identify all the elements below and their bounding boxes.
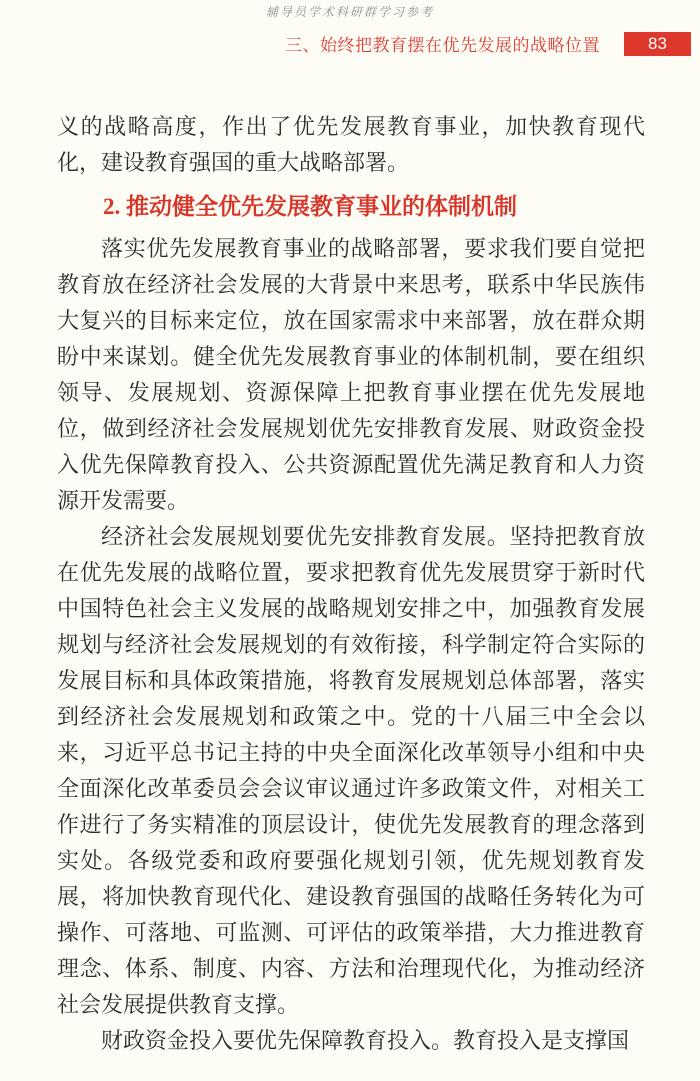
paragraph-1: 落实优先发展教育事业的战略部署，要求我们要自觉把教育放在经济社会发展的大背景中来思考，联系中华民族伟大复兴的目标来定位，放在国家需求中来部署，放在群众期盼中来谋划。健全优先发展教育事业的体制机制，要在组织领导、发展规划、资源保障上把教育事业摆在优先发展地位，做到经济社会发展规划优先安排教育发展、财政资金投入优先保障教育投入、公共资源配置优先满足教育和人力资源开发需要。: [57, 236, 645, 513]
paragraph-2: 经济社会发展规划要优先安排教育发展。坚持把教育放在优先发展的战略位置，要求把教育优先发展贯穿于新时代中国特色社会主义发展的战略规划安排之中，加强教育发展规划与经济社会发展规划的有效衔接，科学制定符合实际的发展目标和具体政策措施，将教育发展规划总体部署，落实到经济社会发展规划和政策之中。党的十八届三中全会以来，习近平总书记主持的中央全面深化改革领导小组和中央全面深化改革委员会会议审议通过许多政策文件，对相关工作进行了务实精准的顶层设计，使优先发展教育的理念落到实处。各级党委和政府要强化规划引领，优先规划教育发展，将加快教育现代化、建设教育强国的战略任务转化为可操作、可落地、可监测、可评估的政策举措，大力推进教育理念、体系、制度、内容、方法和治理现代化，为推动经济社会发展提供教育支撑。: [57, 524, 645, 1017]
paragraph-continuation: 义的战略高度，作出了优先发展教育事业，加快教育现代化，建设教育强国的重大战略部署。: [57, 114, 645, 175]
paragraph-3-partial: 财政资金投入要优先保障教育投入。教育投入是支撑国: [101, 1028, 630, 1053]
chapter-title: 三、始终把教育摆在优先发展的战略位置: [285, 36, 600, 55]
body-text: [57, 109, 645, 1059]
section-heading: 2. 推动健全优先发展教育事业的体制机制: [103, 194, 517, 219]
chapter-header: [285, 31, 691, 56]
page-number-badge: 83: [624, 32, 691, 56]
watermark-text: 辅导员学术科研群学习参考: [265, 5, 434, 19]
